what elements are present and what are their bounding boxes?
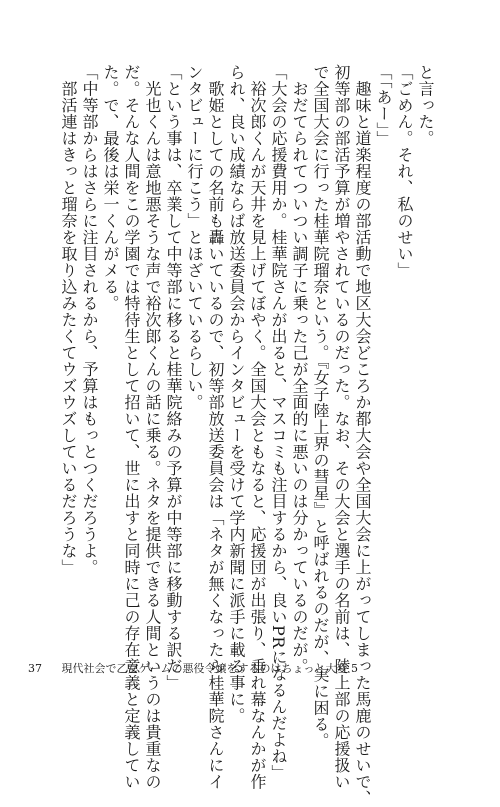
text-line: 「という事は、卒業して中等部に移ると桂華院絡みの予算が中等部に移動する訳だ」	[164, 64, 183, 691]
text-line: 初等部の部活予算が増やされているのだった。なお、その大会と選手の名前は、陸上部の応援扱い	[332, 64, 351, 790]
text-line: 裕次郎くんが天井を見上げてぼやく。全国大会ともなると、応援団が出張り、垂れ幕なんかが作	[248, 64, 267, 790]
text-line: られ、良い成績ならば放送委員会からインタビューを受けて学内新聞に派手に載る事に。	[227, 64, 246, 724]
page-footer	[28, 660, 358, 676]
book-title: 現代社会で乙女ゲームの悪役令嬢をするのはちょっと大変 5	[61, 662, 358, 675]
text-line: 「「あー」」	[374, 64, 393, 147]
text-line: た。で、最後は栄一くんがメる。	[101, 64, 120, 312]
text-line: で全国大会に行った桂華院瑠奈という。『女子陸上界の彗星』と呼ばれるのだが、実に困る。	[311, 64, 330, 749]
page-number: 37	[28, 662, 42, 675]
text-line: 「ごめん。それ、私のせい」	[395, 64, 414, 279]
text-line: 光也くんは意地悪そうな声で裕次郎くんの話に乗る。ネタを提供できる人間というのは貴重なの	[143, 64, 162, 790]
text-line: ンタビューに行こう」とほざいているらしい。	[185, 64, 204, 411]
text-line: だ。そんな人間をこの学園では特待生として招いて、世に出すと同時に己の存在意義と定義してい	[122, 64, 141, 790]
text-line: 歌姫としての名前も轟いているので、初等部放送委員会は「ネタが無くなったら桂華院さんにイ	[206, 64, 225, 790]
text-line: と言った。	[416, 64, 435, 147]
text-line: 「大会の応援費用か。桂華院さんが出ると、マスコミも注目するから、良いPRになるんだよね」	[269, 64, 288, 781]
text-line: おだてられてついつい調子に乗った己が全面的に悪いのは分かっているのだが。	[290, 64, 309, 675]
text-line: 部活連はきっと瑠奈を取り込みたくてウズウズしているだろうな」	[59, 64, 78, 576]
text-line: 「中等部からはさらに注目されるから、予算はもっとつくだろうよ。	[80, 64, 99, 576]
text-line: 趣味と道楽程度の部活動で地区大会どころか都大会や全国大会に上がってしまった馬鹿のせいで、	[353, 64, 372, 807]
